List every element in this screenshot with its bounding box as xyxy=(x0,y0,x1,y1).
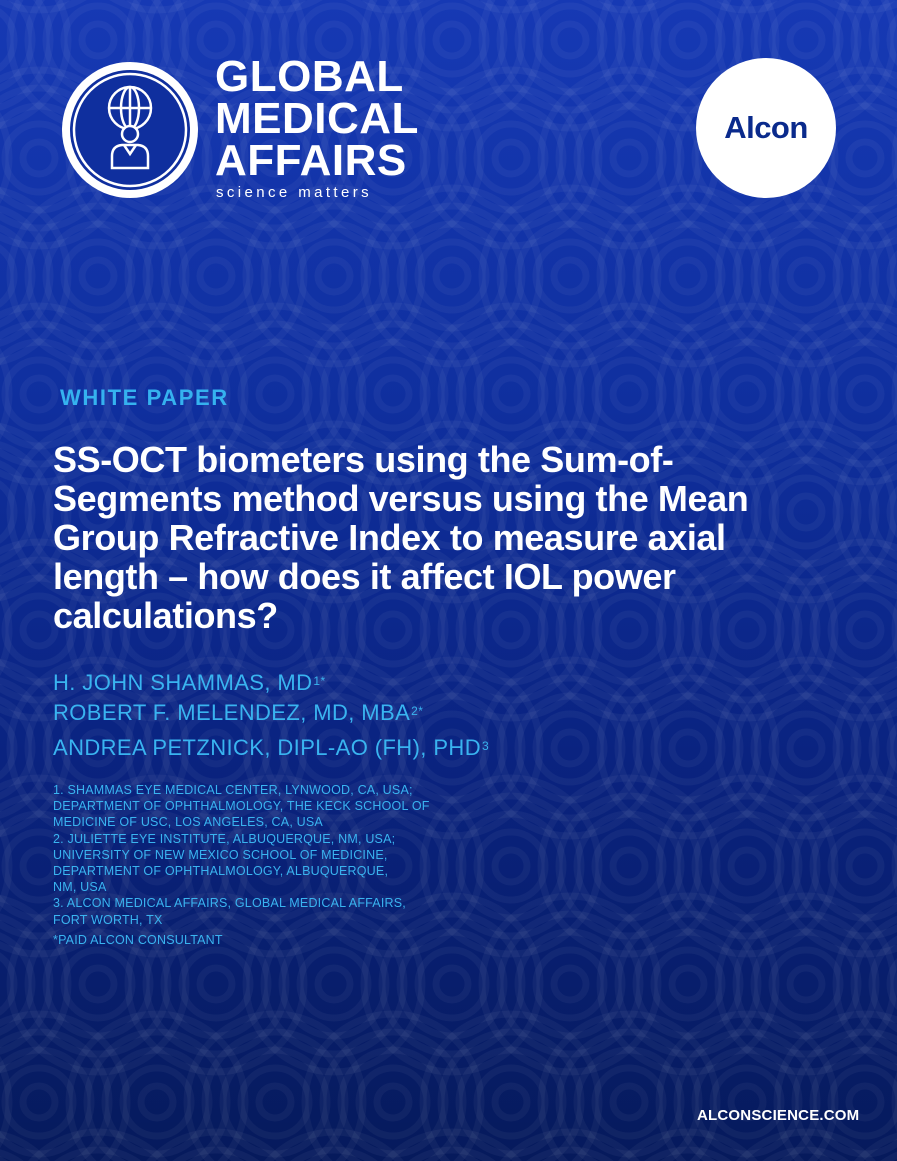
affiliation-line: NM, USA xyxy=(53,880,107,895)
disclosure-note: *PAID ALCON CONSULTANT xyxy=(53,933,223,947)
website-url[interactable]: ALCONSCIENCE.COM xyxy=(697,1107,860,1124)
alcon-wordmark: Alcon xyxy=(724,110,808,145)
alcon-logo-badge xyxy=(696,58,836,198)
author-1 xyxy=(53,670,326,696)
author-name: ANDREA PETZNICK, DIPL-AO (FH), PHD xyxy=(53,735,481,760)
author-affiliation-marker: 1* xyxy=(313,674,326,688)
affiliation-line: DEPARTMENT OF OPHTHALMOLOGY, THE KECK SCHOOL OF xyxy=(53,799,430,814)
author-name: H. JOHN SHAMMAS, MD xyxy=(53,670,313,695)
affiliation-line: FORT WORTH, TX xyxy=(53,912,163,927)
affiliation-line: DEPARTMENT OF OPHTHALMOLOGY, ALBUQUERQUE, xyxy=(53,864,389,879)
document-title: SS-OCT biometers using the Sum-of-Segments method versus using the Mean Group Refractive Index to measure axial length – how does it affect IOL power calculations? xyxy=(53,439,749,636)
globe-person-icon xyxy=(60,60,200,200)
brand-title-line-3: AFFAIRS xyxy=(215,136,407,185)
affiliations-list xyxy=(53,782,473,928)
affiliation-line: UNIVERSITY OF NEW MEXICO SCHOOL OF MEDICINE, xyxy=(53,847,388,862)
affiliation-line: 2. JULIETTE EYE INSTITUTE, ALBUQUERQUE, NM, USA; xyxy=(53,831,396,846)
author-3 xyxy=(53,735,489,761)
brand-tagline: science matters xyxy=(216,184,373,201)
brand-title-line-1: GLOBAL xyxy=(215,52,404,101)
author-2 xyxy=(53,700,423,726)
author-name: ROBERT F. MELENDEZ, MD, MBA xyxy=(53,700,411,725)
document-type-label: WHITE PAPER xyxy=(60,385,229,410)
author-affiliation-marker: 3 xyxy=(481,739,490,753)
affiliation-line: 1. SHAMMAS EYE MEDICAL CENTER, LYNWOOD, CA, USA; xyxy=(53,783,413,797)
affiliation-line: MEDICINE OF USC, LOS ANGELES, CA, USA xyxy=(53,815,323,830)
author-affiliation-marker: 2* xyxy=(411,704,424,718)
brand-title-line-2: MEDICAL xyxy=(215,94,419,143)
affiliation-line: 3. ALCON MEDICAL AFFAIRS, GLOBAL MEDICAL AFFAIRS, xyxy=(53,896,406,911)
